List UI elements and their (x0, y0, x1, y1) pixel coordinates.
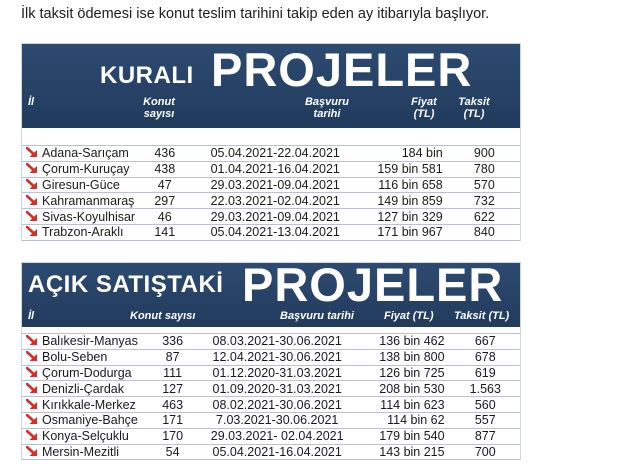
kurali-header-konut: Konut sayısı (143, 96, 175, 120)
il-cell (22, 146, 140, 162)
il-cell (22, 412, 152, 428)
arrow-down-right-icon (26, 195, 38, 206)
konut-cell (152, 349, 194, 365)
taksit-cell (451, 365, 520, 381)
acik-table-row (22, 365, 520, 381)
fiyat-cell (361, 224, 449, 240)
taksit-cell (451, 397, 520, 413)
arrow-down-right-icon (26, 367, 38, 378)
basvuru-cell-text: 01.12.2020-31.03.2021 (212, 365, 342, 380)
basvuru-cell (193, 397, 360, 413)
acik-header-il: İl (28, 310, 35, 322)
il-cell-text: Trabzon-Araklı (42, 225, 124, 240)
basvuru-cell (190, 177, 361, 193)
taksit-cell (449, 177, 520, 193)
il-cell-text: Balıkesir-Manyas (42, 334, 138, 349)
arrow-down-right-icon (26, 147, 38, 158)
konut-cell-text: 46 (157, 209, 172, 224)
basvuru-cell (193, 412, 360, 428)
il-cell (22, 349, 152, 365)
il-cell (22, 209, 140, 225)
kurali-small-title: KURALI (100, 62, 194, 89)
taksit-cell (451, 381, 520, 397)
kurali-header-basvuru: Başvuru tarihi (304, 96, 350, 120)
il-cell (22, 381, 152, 397)
basvuru-cell (193, 365, 360, 381)
fiyat-cell (361, 365, 451, 381)
acik-banner (22, 263, 520, 327)
taksit-cell (449, 161, 520, 177)
taksit-cell-text: 678 (474, 350, 496, 365)
il-cell-text: Çorum-Dodurga (42, 365, 132, 380)
acik-table (22, 333, 520, 460)
fiyat-cell-text: 143 bin 215 (379, 444, 445, 459)
acik-table-row (22, 381, 520, 397)
fiyat-cell-text: 179 bin 540 (379, 429, 445, 444)
konut-cell-text: 111 (163, 365, 183, 380)
konut-cell-text: 87 (165, 350, 180, 365)
taksit-cell (449, 146, 520, 162)
konut-cell-text: 297 (154, 193, 176, 208)
kurali-table-row (22, 146, 520, 162)
il-cell (22, 161, 140, 177)
fiyat-cell-text: 208 bin 530 (379, 381, 445, 396)
arrow-down-right-icon (26, 226, 38, 237)
fiyat-cell (361, 146, 449, 162)
konut-cell-text: 463 (162, 397, 184, 412)
arrow-down-right-icon (26, 414, 38, 425)
caption: İlk taksit ödemesi ise konut teslim tarihini takip eden ay itibarıyla başlıyor. (21, 6, 490, 22)
arrow-down-right-icon (26, 211, 38, 222)
arrow-down-right-icon (26, 446, 38, 457)
taksit-cell-text: 557 (474, 413, 496, 428)
kurali-header-fiyat: Fiyat (TL) (411, 96, 437, 120)
acik-big-title: PROJELER (242, 263, 504, 311)
il-cell-text: Adana-Sarıçam (42, 146, 129, 161)
konut-cell (152, 381, 194, 397)
fiyat-cell (361, 334, 451, 350)
fiyat-cell (361, 349, 451, 365)
konut-cell-text: 436 (154, 146, 176, 161)
taksit-cell (451, 349, 520, 365)
taksit-cell (451, 412, 520, 428)
konut-cell (140, 146, 190, 162)
kurali-table-row (22, 224, 520, 240)
fiyat-cell-text: 114 bin 623 (380, 397, 445, 412)
arrow-down-right-icon (26, 351, 38, 362)
il-cell-text: Kahramanmaraş (42, 193, 135, 208)
basvuru-cell-text: 08.03.2021-30.06.2021 (212, 334, 342, 349)
il-cell-text: Denizli-Çardak (42, 381, 124, 396)
basvuru-cell (190, 146, 361, 162)
kurali-table (22, 145, 520, 241)
acik-table-row (22, 428, 520, 444)
il-cell (22, 177, 140, 193)
taksit-cell-text: 619 (474, 365, 496, 380)
kurali-table-row (22, 193, 520, 209)
kurali-table-row (22, 161, 520, 177)
acik-small-title: AÇIK SATIŞTAKİ (28, 271, 224, 298)
taksit-cell-text: 1.563 (469, 381, 501, 396)
taksit-cell (451, 428, 520, 444)
fiyat-cell-text: 159 bin 581 (377, 162, 443, 177)
konut-cell (140, 193, 190, 209)
basvuru-cell (193, 428, 360, 444)
il-cell-text: Kırıkkale-Merkez (42, 397, 136, 412)
basvuru-cell-text: 7.03.2021-30.06.2021 (216, 413, 339, 428)
taksit-cell-text: 877 (474, 429, 496, 444)
konut-cell-text: 141 (154, 225, 176, 240)
kurali-header-taksit: Taksit (TL) (458, 96, 490, 120)
basvuru-cell-text: 08.02.2021-30.06.2021 (212, 397, 342, 412)
basvuru-cell (193, 444, 360, 460)
acik-table-row (22, 444, 520, 460)
arrow-down-right-icon (26, 399, 38, 410)
arrow-down-right-icon (26, 430, 38, 441)
fiyat-cell-text: 184 bin (401, 146, 443, 161)
il-cell-text: Osmaniye-Bahçe (42, 413, 138, 428)
il-cell-text: Bolu-Seben (42, 350, 108, 365)
fiyat-cell-text: 114 bin 62 (387, 413, 445, 428)
basvuru-cell (190, 224, 361, 240)
taksit-cell-text: 780 (473, 162, 495, 177)
fiyat-cell (361, 193, 449, 209)
taksit-cell-text: 700 (474, 444, 496, 459)
il-cell (22, 365, 152, 381)
fiyat-cell (361, 381, 451, 397)
kurali-table-row (22, 177, 520, 193)
il-cell-text: Mersin-Mezitli (42, 444, 120, 459)
il-cell (22, 397, 152, 413)
acik-table-row (22, 334, 520, 350)
acik-table-row (22, 349, 520, 365)
basvuru-cell-text: 12.04.2021-30.06.2021 (212, 350, 342, 365)
taksit-cell (449, 193, 520, 209)
konut-cell-text: 170 (162, 429, 184, 444)
konut-cell (152, 397, 194, 413)
basvuru-cell (193, 381, 360, 397)
il-cell-text: Sivas-Koyulhisar (42, 209, 136, 224)
fiyat-cell-text: 149 bin 859 (377, 193, 443, 208)
arrow-down-right-icon (26, 335, 38, 346)
taksit-cell-text: 560 (474, 397, 496, 412)
basvuru-cell (193, 334, 360, 350)
acik-header-taksit: Taksit (TL) (454, 310, 510, 322)
kurali-projeler-panel (21, 43, 521, 241)
basvuru-cell-text: 01.04.2021-16.04.2021 (210, 162, 340, 177)
taksit-cell-text: 840 (473, 225, 495, 240)
kurali-header-il: İl (28, 96, 35, 108)
fiyat-cell-text: 136 bin 462 (379, 334, 445, 349)
taksit-cell-text: 622 (473, 209, 495, 224)
basvuru-cell-text: 29.03.2021-09.04.2021 (210, 209, 340, 224)
fiyat-cell (361, 177, 449, 193)
fiyat-cell (361, 397, 451, 413)
arrow-down-right-icon (26, 383, 38, 394)
fiyat-cell (361, 428, 451, 444)
fiyat-cell (361, 444, 451, 460)
konut-cell (140, 161, 190, 177)
konut-cell (140, 224, 190, 240)
acik-header-konut: Konut sayısı (130, 310, 196, 322)
kurali-big-title: PROJELER (211, 44, 473, 96)
arrow-down-right-icon (26, 179, 38, 190)
taksit-cell (451, 444, 520, 460)
fiyat-cell-text: 126 bin 725 (379, 365, 445, 380)
il-cell (22, 334, 152, 350)
basvuru-cell-text: 05.04.2021-16.04.2021 (212, 444, 342, 459)
il-cell (22, 428, 152, 444)
basvuru-cell (190, 193, 361, 209)
fiyat-cell (361, 412, 451, 428)
il-cell (22, 444, 152, 460)
taksit-cell-text: 570 (473, 177, 495, 192)
konut-cell-text: 54 (165, 444, 180, 459)
basvuru-cell-text: 29.03.2021-09.04.2021 (210, 177, 340, 192)
konut-cell-text: 171 (162, 413, 184, 428)
konut-cell-text: 438 (154, 162, 176, 177)
fiyat-cell-text: 138 bin 800 (379, 350, 445, 365)
basvuru-cell (193, 349, 360, 365)
arrow-down-right-icon (26, 163, 38, 174)
fiyat-cell-text: 127 bin 329 (377, 209, 443, 224)
basvuru-cell-text: 29.03.2021- 02.04.2021 (210, 429, 344, 444)
kurali-banner (22, 44, 520, 128)
acik-header-fiyat: Fiyat (TL) (384, 310, 434, 322)
konut-cell (152, 444, 194, 460)
taksit-cell-text: 667 (474, 334, 496, 349)
il-cell (22, 193, 140, 209)
kurali-table-row (22, 209, 520, 225)
il-cell-text: Çorum-Kuruçay (42, 162, 130, 177)
taksit-cell (449, 209, 520, 225)
taksit-cell-text: 732 (473, 193, 495, 208)
il-cell (22, 224, 140, 240)
konut-cell (152, 428, 194, 444)
basvuru-cell-text: 01.09.2020-31.03.2021 (212, 381, 342, 396)
taksit-cell (451, 334, 520, 350)
basvuru-cell-text: 22.03.2021-02.04.2021 (210, 193, 340, 208)
basvuru-cell-text: 05.04.2021-13.04.2021 (210, 225, 340, 240)
fiyat-cell-text: 116 bin 658 (378, 177, 443, 192)
fiyat-cell-text: 171 bin 967 (377, 225, 443, 240)
konut-cell (152, 412, 194, 428)
konut-cell-text: 127 (162, 381, 184, 396)
konut-cell (140, 177, 190, 193)
taksit-cell (449, 224, 520, 240)
konut-cell-text: 336 (162, 334, 184, 349)
taksit-cell-text: 900 (473, 146, 495, 161)
acik-satistaki-projeler-panel (21, 262, 521, 460)
konut-cell (140, 209, 190, 225)
konut-cell-text: 47 (157, 177, 172, 192)
basvuru-cell (190, 209, 361, 225)
basvuru-cell-text: 05.04.2021-22.04.2021 (210, 146, 340, 161)
fiyat-cell (361, 209, 449, 225)
acik-header-basvuru: Başvuru tarihi (280, 310, 354, 322)
il-cell-text: Giresun-Güce (42, 177, 120, 192)
konut-cell (152, 334, 194, 350)
acik-table-row (22, 397, 520, 413)
basvuru-cell (190, 161, 361, 177)
acik-table-row (22, 412, 520, 428)
fiyat-cell (361, 161, 449, 177)
il-cell-text: Konya-Selçuklu (42, 429, 129, 444)
konut-cell (152, 365, 194, 381)
